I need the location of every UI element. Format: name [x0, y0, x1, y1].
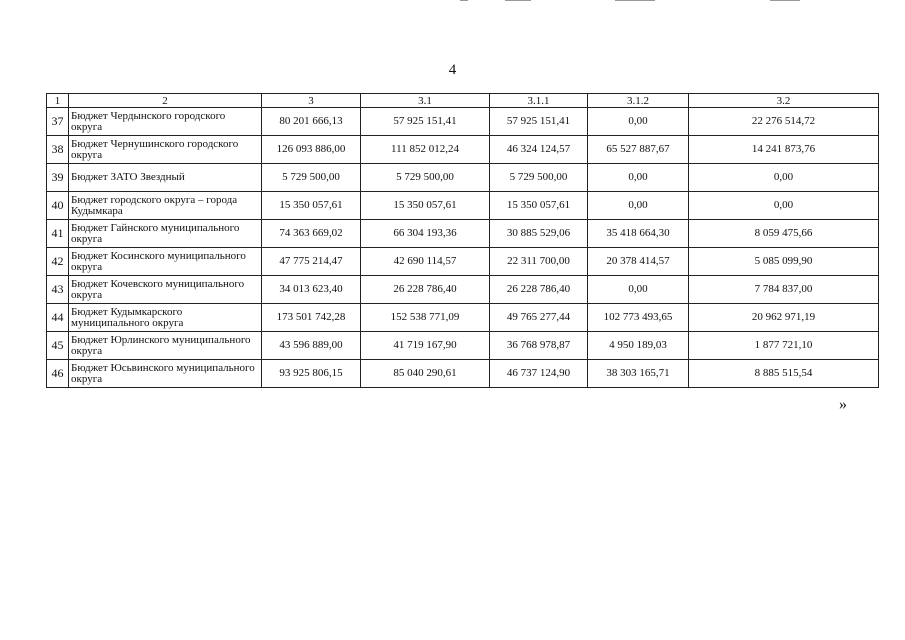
amount-3-2-cell: 0,00: [689, 164, 879, 192]
table-row: [47, 276, 879, 304]
budget-name-cell: Бюджет Юрлинского муниципального округа: [69, 332, 262, 360]
amount-3-1-2-cell: 65 527 887,67: [588, 136, 689, 164]
total-amount-cell: 47 775 214,47: [262, 248, 361, 276]
amount-3-1-cell: 15 350 057,61: [361, 192, 490, 220]
amount-3-1-1-cell: 22 311 700,00: [490, 248, 588, 276]
total-amount-cell: 80 201 666,13: [262, 108, 361, 136]
table-row: [47, 332, 879, 360]
row-number-cell: 46: [47, 360, 69, 388]
amount-3-1-2-cell: 0,00: [588, 192, 689, 220]
budget-name-cell: Бюджет Косинского муниципального округа: [69, 248, 262, 276]
amount-3-2-cell: 1 877 721,10: [689, 332, 879, 360]
row-number-cell: 44: [47, 304, 69, 332]
amount-3-1-1-cell: 57 925 151,41: [490, 108, 588, 136]
amount-3-1-2-cell: 38 303 165,71: [588, 360, 689, 388]
row-number-cell: 42: [47, 248, 69, 276]
header-cell: 3.1.2: [588, 94, 689, 108]
amount-3-2-cell: 7 784 837,00: [689, 276, 879, 304]
amount-3-2-cell: 0,00: [689, 192, 879, 220]
budget-name-cell: Бюджет Юсьвинского муниципального округа: [69, 360, 262, 388]
amount-3-1-cell: 152 538 771,09: [361, 304, 490, 332]
table-row: [47, 220, 879, 248]
table-row: [47, 164, 879, 192]
amount-3-1-2-cell: 0,00: [588, 276, 689, 304]
table-body: [47, 94, 879, 388]
amount-3-1-1-cell: 46 737 124,90: [490, 360, 588, 388]
amount-3-1-cell: 42 690 114,57: [361, 248, 490, 276]
header-cell: 3.1.1: [490, 94, 588, 108]
amount-3-1-cell: 111 852 012,24: [361, 136, 490, 164]
row-number-cell: 39: [47, 164, 69, 192]
table-row: [47, 108, 879, 136]
amount-3-1-2-cell: 4 950 189,03: [588, 332, 689, 360]
amount-3-1-2-cell: 20 378 414,57: [588, 248, 689, 276]
total-amount-cell: 5 729 500,00: [262, 164, 361, 192]
row-number-cell: 37: [47, 108, 69, 136]
total-amount-cell: 126 093 886,00: [262, 136, 361, 164]
total-amount-cell: 173 501 742,28: [262, 304, 361, 332]
budget-name-cell: Бюджет Чердынского городского округа: [69, 108, 262, 136]
budget-name-cell: Бюджет Гайнского муниципального округа: [69, 220, 262, 248]
amount-3-1-cell: 57 925 151,41: [361, 108, 490, 136]
amount-3-1-1-cell: 26 228 786,40: [490, 276, 588, 304]
budget-name-cell: Бюджет городского округа – города Кудымкара: [69, 192, 262, 220]
budget-name-cell: Бюджет Кочевского муниципального округа: [69, 276, 262, 304]
page-number: 4: [448, 62, 457, 78]
header-cell: 2: [69, 94, 262, 108]
row-number-cell: 41: [47, 220, 69, 248]
header-cell: 3.1: [361, 94, 490, 108]
total-amount-cell: 74 363 669,02: [262, 220, 361, 248]
amount-3-1-1-cell: 46 324 124,57: [490, 136, 588, 164]
table-row: [47, 360, 879, 388]
amount-3-1-2-cell: 0,00: [588, 164, 689, 192]
table-row: [47, 248, 879, 276]
total-amount-cell: 43 596 889,00: [262, 332, 361, 360]
amount-3-1-cell: 5 729 500,00: [361, 164, 490, 192]
amount-3-1-cell: 85 040 290,61: [361, 360, 490, 388]
budget-name-cell: Бюджет ЗАТО Звездный: [69, 164, 262, 192]
amount-3-1-2-cell: 35 418 664,30: [588, 220, 689, 248]
budget-name-cell: Бюджет Кудымкарского муниципального округа: [69, 304, 262, 332]
total-amount-cell: 15 350 057,61: [262, 192, 361, 220]
amount-3-1-2-cell: 102 773 493,65: [588, 304, 689, 332]
closing-quote-mark: »: [839, 396, 847, 413]
amount-3-1-cell: 66 304 193,36: [361, 220, 490, 248]
header-cell: 3: [262, 94, 361, 108]
row-number-cell: 40: [47, 192, 69, 220]
row-number-cell: 45: [47, 332, 69, 360]
amount-3-1-1-cell: 49 765 277,44: [490, 304, 588, 332]
row-number-cell: 43: [47, 276, 69, 304]
scan-artifact-marks: [460, 0, 820, 2]
amount-3-2-cell: 5 085 099,90: [689, 248, 879, 276]
table-header-row: [47, 94, 879, 108]
table-row: [47, 136, 879, 164]
amount-3-1-1-cell: 5 729 500,00: [490, 164, 588, 192]
amount-3-1-cell: 41 719 167,90: [361, 332, 490, 360]
amount-3-1-cell: 26 228 786,40: [361, 276, 490, 304]
total-amount-cell: 93 925 806,15: [262, 360, 361, 388]
amount-3-2-cell: 8 059 475,66: [689, 220, 879, 248]
amount-3-1-1-cell: 30 885 529,06: [490, 220, 588, 248]
header-cell: 3.2: [689, 94, 879, 108]
total-amount-cell: 34 013 623,40: [262, 276, 361, 304]
amount-3-2-cell: 22 276 514,72: [689, 108, 879, 136]
budget-table: [46, 93, 879, 388]
table-row: [47, 304, 879, 332]
table-row: [47, 192, 879, 220]
amount-3-2-cell: 20 962 971,19: [689, 304, 879, 332]
row-number-cell: 38: [47, 136, 69, 164]
header-cell: 1: [47, 94, 69, 108]
budget-name-cell: Бюджет Чернушинского городского округа: [69, 136, 262, 164]
amount-3-2-cell: 14 241 873,76: [689, 136, 879, 164]
amount-3-1-2-cell: 0,00: [588, 108, 689, 136]
amount-3-1-1-cell: 15 350 057,61: [490, 192, 588, 220]
amount-3-2-cell: 8 885 515,54: [689, 360, 879, 388]
amount-3-1-1-cell: 36 768 978,87: [490, 332, 588, 360]
